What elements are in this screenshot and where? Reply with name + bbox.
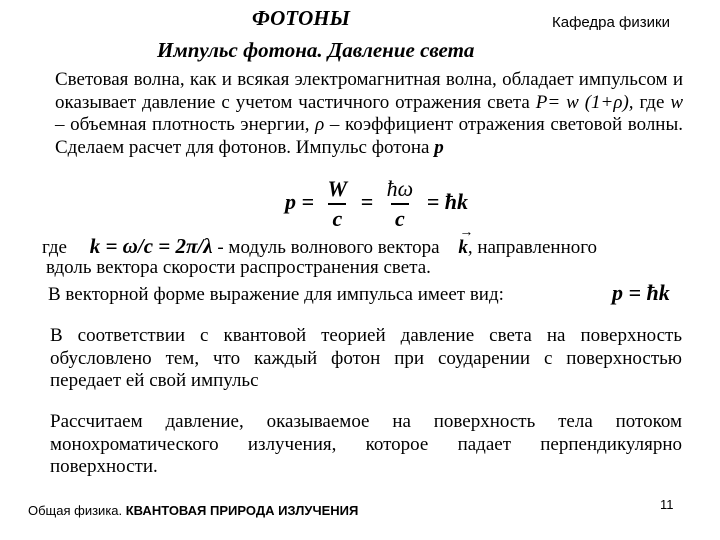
- pressure-formula-inline: P= w (1+ρ),: [535, 91, 634, 113]
- department-label: Кафедра физики: [552, 14, 670, 31]
- footer-course: [28, 503, 358, 518]
- wave-vector-line: [42, 235, 597, 259]
- paragraph-text: - модуль волнового вектора: [212, 237, 445, 258]
- fraction-energy: [324, 176, 352, 232]
- fraction-numerator: ħω: [386, 176, 414, 201]
- reflection-coefficient-symbol: ρ: [315, 114, 325, 135]
- footer-course-topic: КВАНТОВАЯ ПРИРОДА ИЗЛУЧЕНИЯ: [125, 503, 359, 518]
- wave-vector-line-2: вдоль вектора скорости распространения света.: [46, 257, 431, 278]
- section-subtitle: Импульс фотона. Давление света: [157, 38, 475, 62]
- formula-equals: =: [360, 189, 374, 215]
- fraction-denominator: c: [391, 203, 409, 232]
- footer-course-prefix: Общая физика.: [28, 503, 126, 518]
- fraction-hbar-omega: [383, 176, 418, 232]
- paragraph-quantum-theory: В соответствии с квантовой теорией давление света на поверхность обусловлено тем, что каждый фотон при соударении с поверхностью передает ей свой импульс: [50, 325, 682, 391]
- paragraph-calculation: Рассчитаем давление, оказываемое на поверхность тела потоком монохроматического излучения, которое падает перпендикулярно поверхности.: [50, 411, 682, 477]
- fraction-numerator: W: [327, 176, 348, 201]
- vector-momentum-formula: p = ħk: [612, 280, 670, 305]
- momentum-formula: [285, 176, 468, 232]
- paragraph-light-pressure: [55, 69, 683, 159]
- slide-title: ФОТОНЫ: [252, 6, 350, 30]
- wave-vector-formula: k = ω/c = 2π/λ: [89, 234, 213, 258]
- fraction-denominator: c: [328, 203, 346, 232]
- vector-form-text: В векторной форме выражение для импульса имеет вид:: [48, 284, 504, 305]
- formula-rhs: = ħk: [426, 189, 468, 215]
- paragraph-text: Световая волна, как и всякая электромагнитная волна, обладает импульсом и оказывает давление с учетом частичного отражения света: [55, 69, 683, 113]
- where-word: где: [42, 237, 67, 258]
- energy-density-symbol: w: [670, 91, 683, 113]
- paragraph-text: , направленного: [467, 237, 598, 258]
- wave-vector-symbol: → k: [458, 237, 468, 259]
- paragraph-text: – объемная плотность энергии,: [55, 114, 316, 135]
- paragraph-text: – коэффициент отражения световой волны. Сделаем расчет для фотонов. Импульс фотона: [55, 114, 683, 158]
- paragraph-text: где: [633, 91, 671, 113]
- momentum-symbol: p: [434, 136, 444, 158]
- formula-lhs: p =: [285, 189, 315, 215]
- page-number: 11: [660, 497, 674, 512]
